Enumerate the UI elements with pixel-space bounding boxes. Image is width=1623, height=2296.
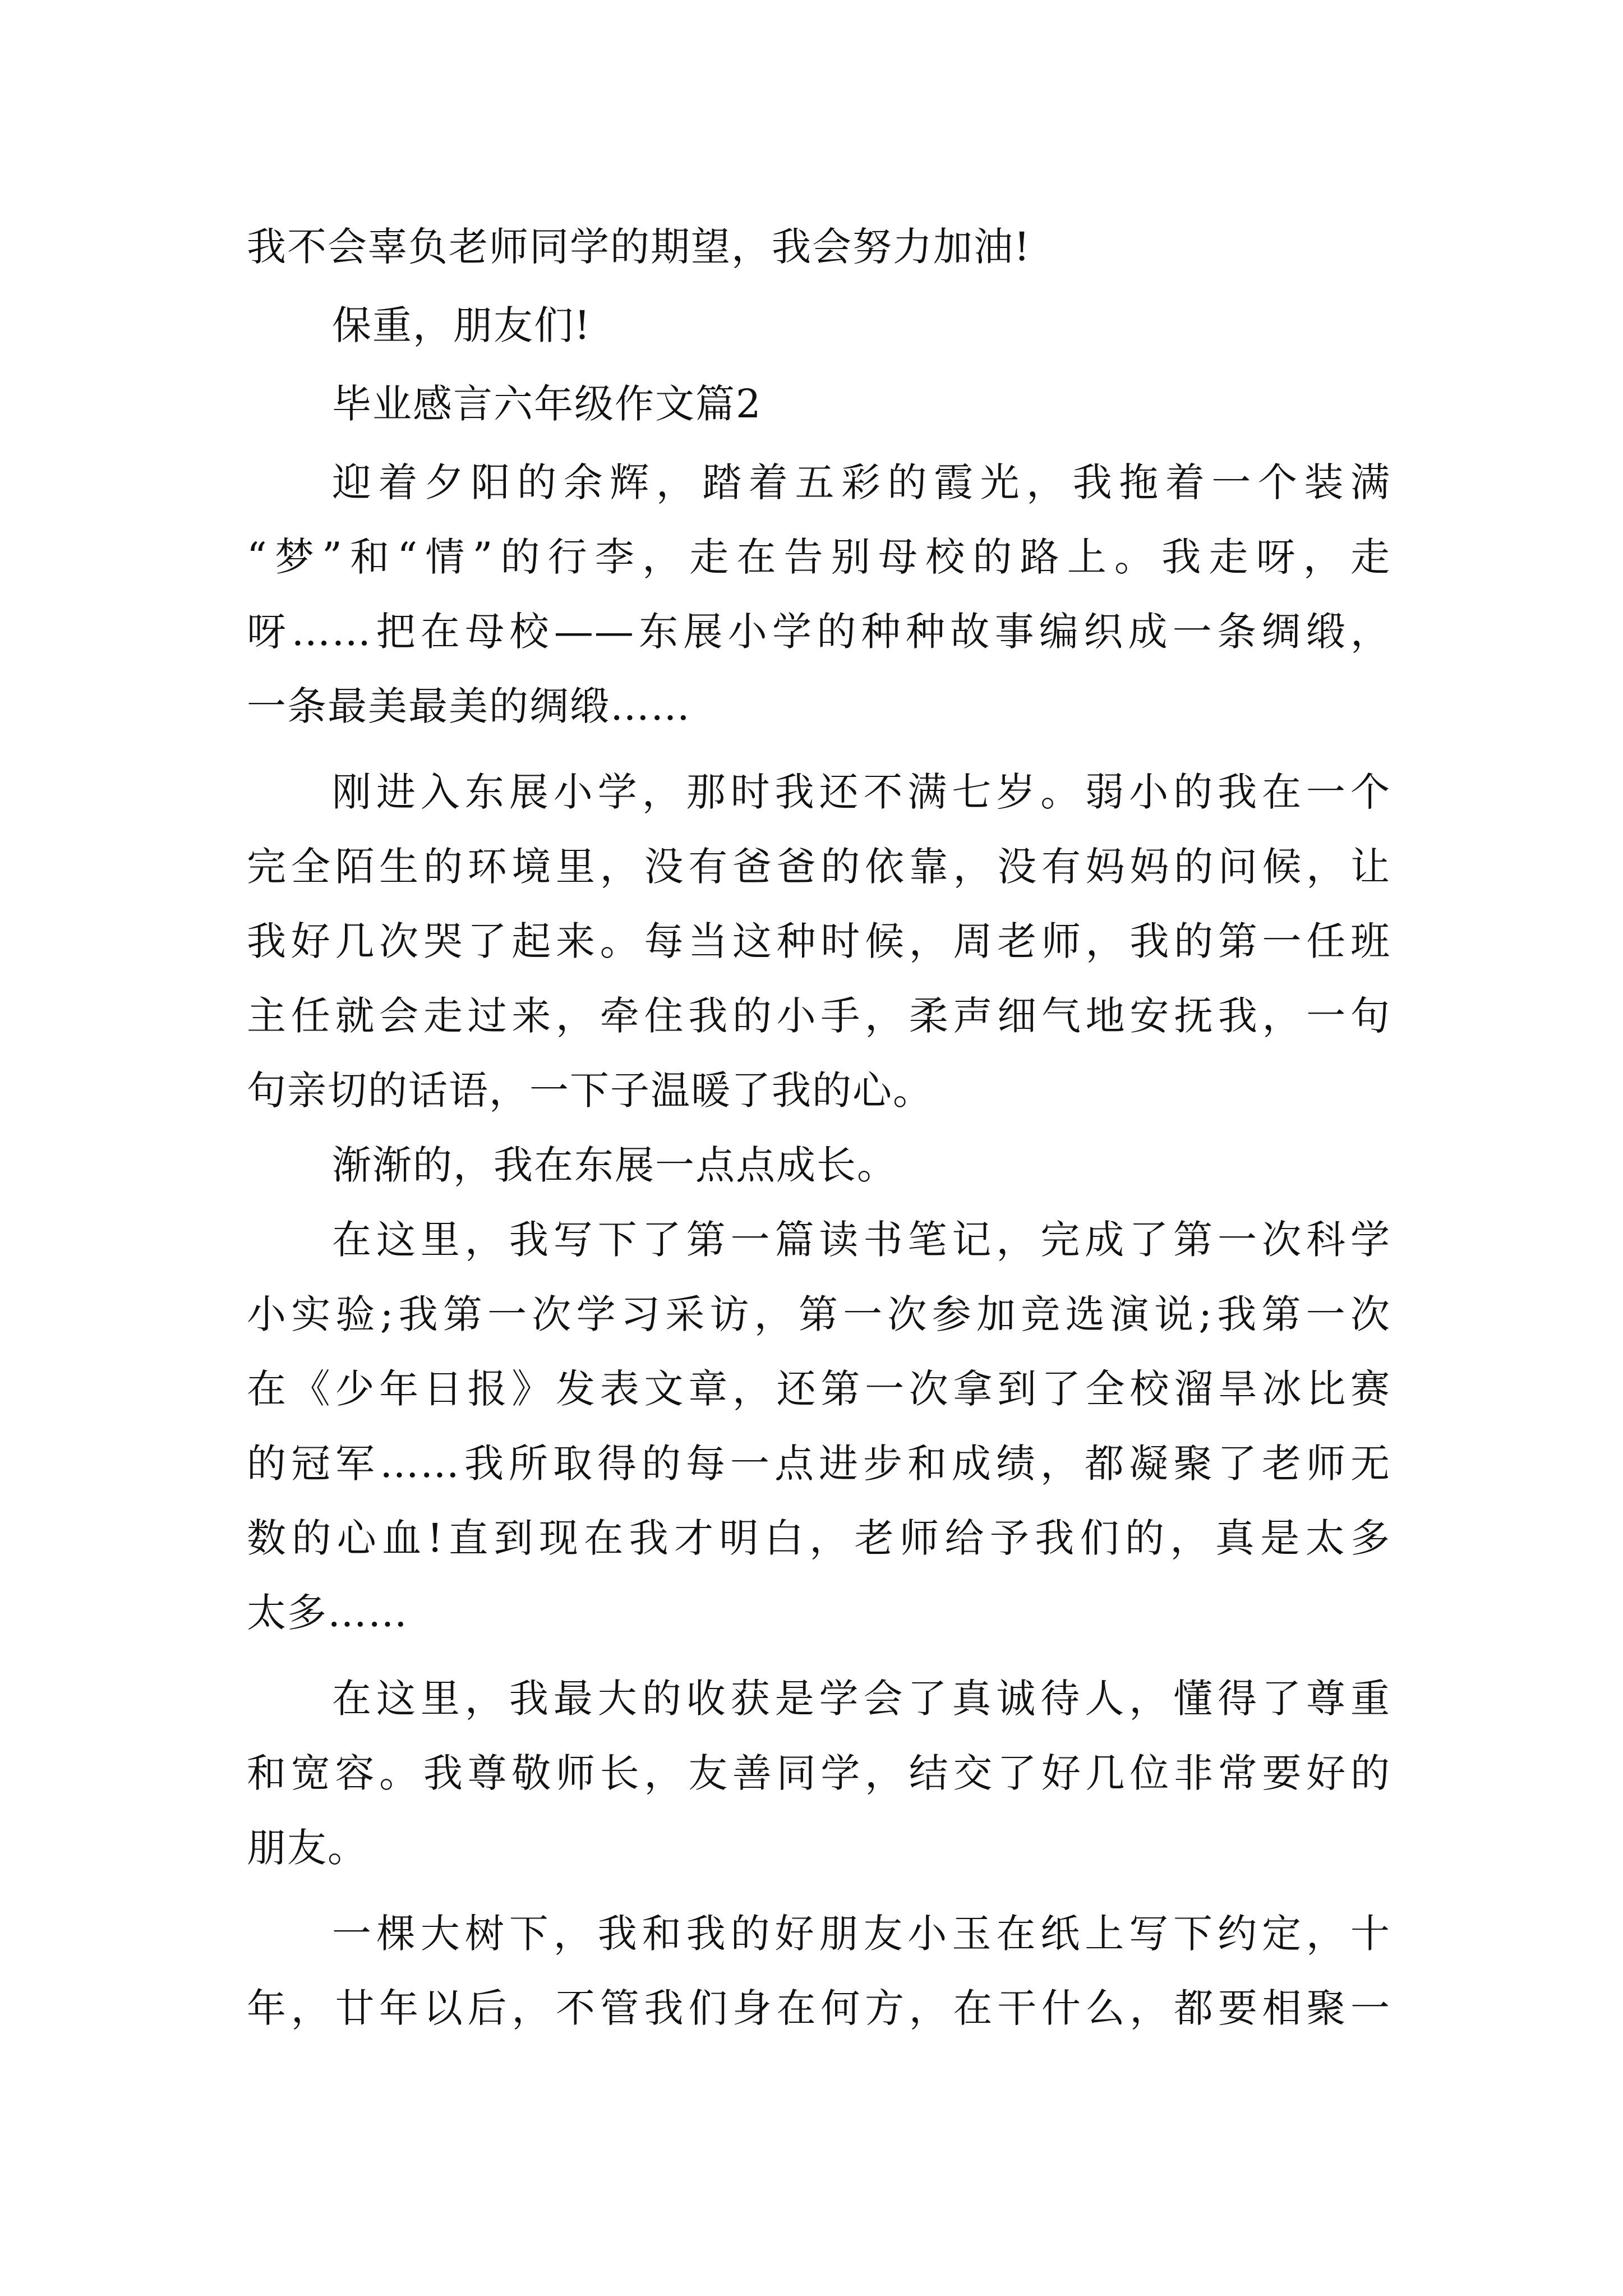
text-line: 保重，朋友们! [332, 302, 592, 348]
text-line: 刚进入东展小学，那时我还不满七岁。弱小的我在一个 [332, 769, 1391, 815]
text-line: 完全陌生的环境里，没有爸爸的依靠，没有妈妈的问候，让 [247, 844, 1391, 890]
text-line: 的冠军……我所取得的每一点进步和成绩，都凝聚了老师无 [247, 1441, 1391, 1487]
text-line: 在这里，我写下了第一篇读书笔记，完成了第一次科学 [332, 1217, 1391, 1263]
text-line: 渐渐的，我在东展一点点成长。 [332, 1142, 897, 1188]
text-line: 太多…… [247, 1590, 408, 1636]
text-line: 我好几次哭了起来。每当这种时候，周老师，我的第一任班 [247, 918, 1391, 964]
text-line: 在这里，我最大的收获是学会了真诚待人，懂得了尊重 [332, 1676, 1391, 1722]
text-line: 数的心血!直到现在我才明白，老师给予我们的，真是太多 [247, 1515, 1391, 1561]
text-line: 在《少年日报》发表文章，还第一次拿到了全校溜旱冰比赛 [247, 1366, 1391, 1412]
section-heading: 毕业感言六年级作文篇2 [332, 381, 762, 427]
text-line: 我不会辜负老师同学的期望，我会努力加油! [247, 224, 1031, 270]
text-line: 和宽容。我尊敬师长，友善同学，结交了好几位非常要好的 [247, 1750, 1391, 1796]
text-line: 年，廿年以后，不管我们身在何方，在干什么，都要相聚一 [247, 1985, 1391, 2031]
text-line: 朋友。 [247, 1825, 368, 1871]
text-line: 小实验;我第一次学习采访，第一次参加竞选演说;我第一次 [247, 1291, 1391, 1337]
text-line: 呀……把在母校——东展小学的种种故事编织成一条绸缎， [247, 609, 1391, 655]
text-line: 句亲切的话语，一下子温暖了我的心。 [247, 1068, 933, 1114]
text-line: 一条最美最美的绸缎…… [247, 683, 691, 729]
text-line: 迎着夕阳的余辉，踏着五彩的霞光，我拖着一个装满 [332, 459, 1391, 505]
text-line: 主任就会走过来，牵住我的小手，柔声细气地安抚我，一句 [247, 993, 1391, 1039]
text-line: “梦”和“情”的行李，走在告别母校的路上。我走呀，走 [247, 534, 1391, 580]
text-line: 一棵大树下，我和我的好朋友小玉在纸上写下约定，十 [332, 1911, 1391, 1957]
